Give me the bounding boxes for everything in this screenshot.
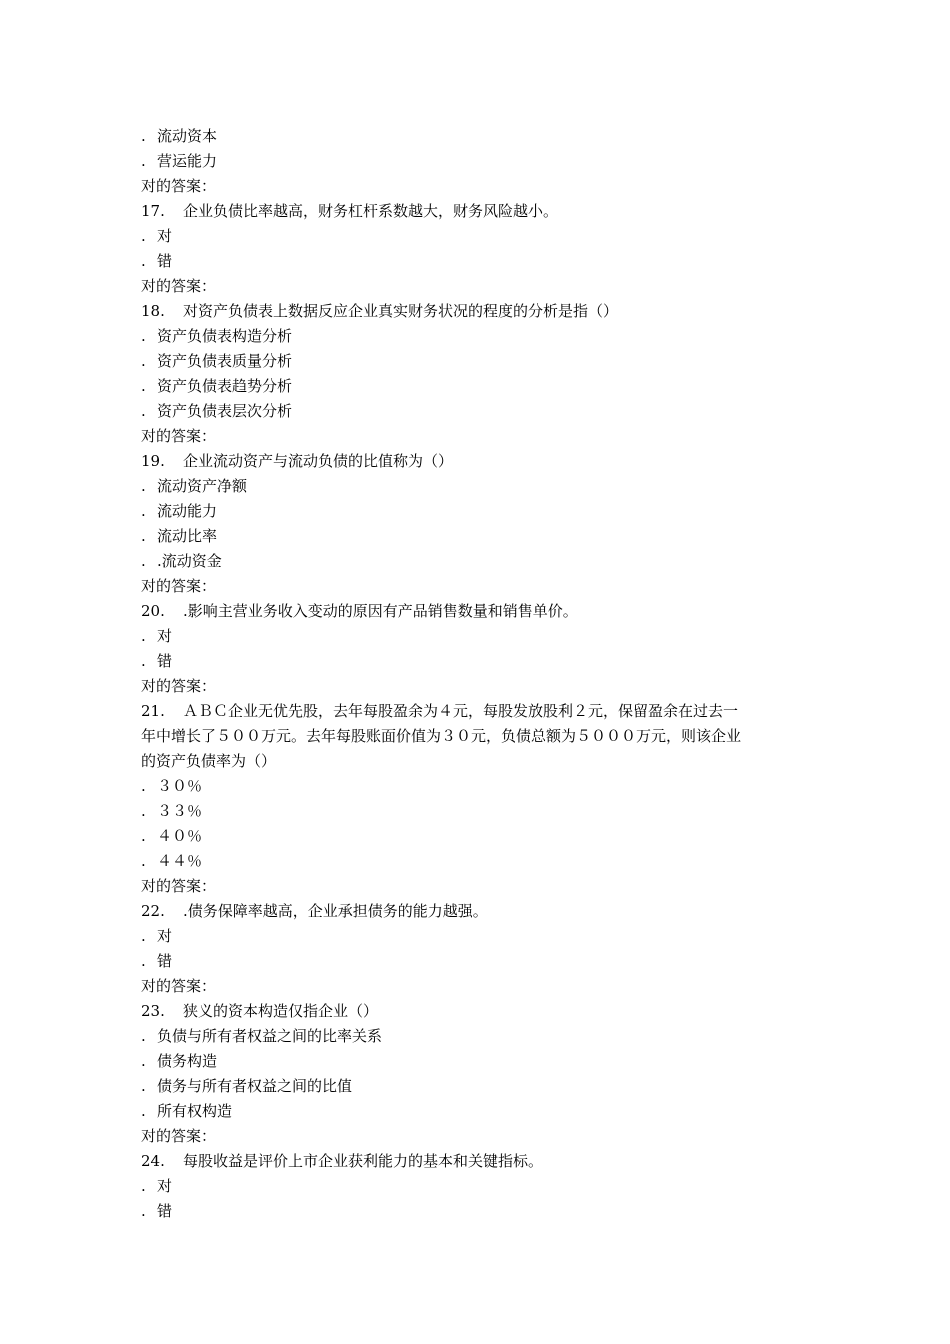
question-text: 年中增长了５００万元。去年每股账面价值为３０元，负债总额为５０００万元，则该企业 bbox=[141, 727, 742, 745]
answer-option bbox=[141, 849, 821, 874]
question-stem-line bbox=[141, 724, 821, 749]
option-marker: . bbox=[141, 827, 146, 845]
document-page bbox=[141, 124, 821, 1224]
option-marker: . bbox=[141, 802, 146, 820]
option-text: ３０％ bbox=[157, 777, 203, 795]
option-marker: . bbox=[141, 152, 146, 170]
question-stem bbox=[141, 199, 821, 224]
answer-option bbox=[141, 799, 821, 824]
question-text: 每股收益是评价上市企业获利能力的基本和关键指标。 bbox=[183, 1152, 544, 1170]
question-number: 22. bbox=[141, 902, 165, 920]
question-stem bbox=[141, 999, 821, 1024]
option-text: 对 bbox=[157, 627, 173, 645]
question-stem bbox=[141, 1149, 821, 1174]
option-marker: . bbox=[141, 1052, 146, 1070]
option-text: 负债与所有者权益之间的比率关系 bbox=[157, 1027, 383, 1045]
question-text: 企业流动资产与流动负债的比值称为（） bbox=[183, 452, 454, 470]
question-stem bbox=[141, 299, 821, 324]
option-marker: . bbox=[141, 552, 146, 570]
option-marker: . bbox=[141, 927, 146, 945]
option-marker: . bbox=[141, 952, 146, 970]
answer-option bbox=[141, 524, 821, 549]
option-marker: . bbox=[141, 377, 146, 395]
answer-option bbox=[141, 349, 821, 374]
option-text: 流动资产净额 bbox=[157, 477, 248, 495]
answer-option bbox=[141, 374, 821, 399]
question-stem-line bbox=[141, 749, 821, 774]
question-number: 24. bbox=[141, 1152, 165, 1170]
correct-answer-label: 对的答案： bbox=[141, 277, 217, 295]
option-text: 错 bbox=[157, 952, 173, 970]
option-text: 对 bbox=[157, 927, 173, 945]
answer-option bbox=[141, 649, 821, 674]
question-text: 狭义的资本构造仅指企业（） bbox=[183, 1002, 379, 1020]
answer-option bbox=[141, 824, 821, 849]
option-text: 对 bbox=[157, 1177, 173, 1195]
option-marker: . bbox=[141, 1077, 146, 1095]
question-stem-line bbox=[141, 699, 821, 724]
option-text: ４４％ bbox=[157, 852, 203, 870]
option-text: 流动比率 bbox=[157, 527, 218, 545]
question-number: 21. bbox=[141, 702, 165, 720]
option-marker: . bbox=[141, 1177, 146, 1195]
question-number: 20. bbox=[141, 602, 165, 620]
option-marker: . bbox=[141, 352, 146, 370]
correct-answer-label: 对的答案： bbox=[141, 427, 217, 445]
question-text: 企业负债比率越高，财务杠杆系数越大，财务风险越小。 bbox=[183, 202, 559, 220]
option-text: 债务与所有者权益之间的比值 bbox=[157, 1077, 353, 1095]
option-marker: . bbox=[141, 1102, 146, 1120]
option-text: .流动资金 bbox=[157, 552, 222, 570]
question-number: 19. bbox=[141, 452, 165, 470]
option-text: 流动能力 bbox=[157, 502, 218, 520]
option-text: 资产负债表质量分析 bbox=[157, 352, 293, 370]
option-marker: . bbox=[141, 1027, 146, 1045]
option-text: 对 bbox=[157, 227, 173, 245]
answer-option bbox=[141, 149, 821, 174]
question-number: 18. bbox=[141, 302, 165, 320]
answer-option bbox=[141, 1024, 821, 1049]
option-text: ３３％ bbox=[157, 802, 203, 820]
question-text: 的资产负债率为（） bbox=[141, 752, 277, 770]
correct-answer-label: 对的答案： bbox=[141, 1127, 217, 1145]
answer-option bbox=[141, 499, 821, 524]
question-stem bbox=[141, 599, 821, 624]
correct-answer-label: 对的答案： bbox=[141, 577, 217, 595]
option-text: 营运能力 bbox=[157, 152, 218, 170]
option-marker: . bbox=[141, 227, 146, 245]
answer-option bbox=[141, 1074, 821, 1099]
option-marker: . bbox=[141, 777, 146, 795]
answer-option bbox=[141, 399, 821, 424]
answer-option bbox=[141, 624, 821, 649]
correct-answer-label: 对的答案： bbox=[141, 877, 217, 895]
answer-option bbox=[141, 1099, 821, 1124]
option-marker: . bbox=[141, 1202, 146, 1220]
option-marker: . bbox=[141, 652, 146, 670]
answer-option bbox=[141, 1199, 821, 1224]
option-text: 错 bbox=[157, 252, 173, 270]
answer-option bbox=[141, 249, 821, 274]
option-text: 资产负债表构造分析 bbox=[157, 327, 293, 345]
option-text: 资产负债表趋势分析 bbox=[157, 377, 293, 395]
option-text: 债务构造 bbox=[157, 1052, 218, 1070]
answer-option bbox=[141, 549, 821, 574]
option-marker: . bbox=[141, 327, 146, 345]
option-text: 所有权构造 bbox=[157, 1102, 233, 1120]
option-text: ４０％ bbox=[157, 827, 203, 845]
option-marker: . bbox=[141, 252, 146, 270]
correct-answer-label: 对的答案： bbox=[141, 977, 217, 995]
question-stem bbox=[141, 449, 821, 474]
option-text: 资产负债表层次分析 bbox=[157, 402, 293, 420]
option-marker: . bbox=[141, 127, 146, 145]
option-marker: . bbox=[141, 527, 146, 545]
question-text: 对资产负债表上数据反应企业真实财务状况的程度的分析是指（） bbox=[183, 302, 619, 320]
option-marker: . bbox=[141, 477, 146, 495]
option-text: 错 bbox=[157, 652, 173, 670]
option-text: 错 bbox=[157, 1202, 173, 1220]
answer-option bbox=[141, 474, 821, 499]
option-marker: . bbox=[141, 502, 146, 520]
option-marker: . bbox=[141, 627, 146, 645]
answer-option bbox=[141, 124, 821, 149]
question-text: .债务保障率越高，企业承担债务的能力越强。 bbox=[183, 902, 488, 920]
answer-option bbox=[141, 924, 821, 949]
correct-answer-label: 对的答案： bbox=[141, 177, 217, 195]
question-stem bbox=[141, 899, 821, 924]
question-text: .影响主营业务收入变动的原因有产品销售数量和销售单价。 bbox=[183, 602, 578, 620]
option-marker: . bbox=[141, 402, 146, 420]
answer-option bbox=[141, 224, 821, 249]
answer-option bbox=[141, 324, 821, 349]
answer-option bbox=[141, 949, 821, 974]
answer-option bbox=[141, 1174, 821, 1199]
question-text: ＡＢＣ企业无优先股，去年每股盈余为４元，每股发放股利２元，保留盈余在过去一 bbox=[183, 702, 739, 720]
correct-answer-label: 对的答案： bbox=[141, 677, 217, 695]
question-number: 23. bbox=[141, 1002, 165, 1020]
question-number: 17. bbox=[141, 202, 165, 220]
answer-option bbox=[141, 1049, 821, 1074]
option-text: 流动资本 bbox=[157, 127, 218, 145]
answer-option bbox=[141, 774, 821, 799]
option-marker: . bbox=[141, 852, 146, 870]
